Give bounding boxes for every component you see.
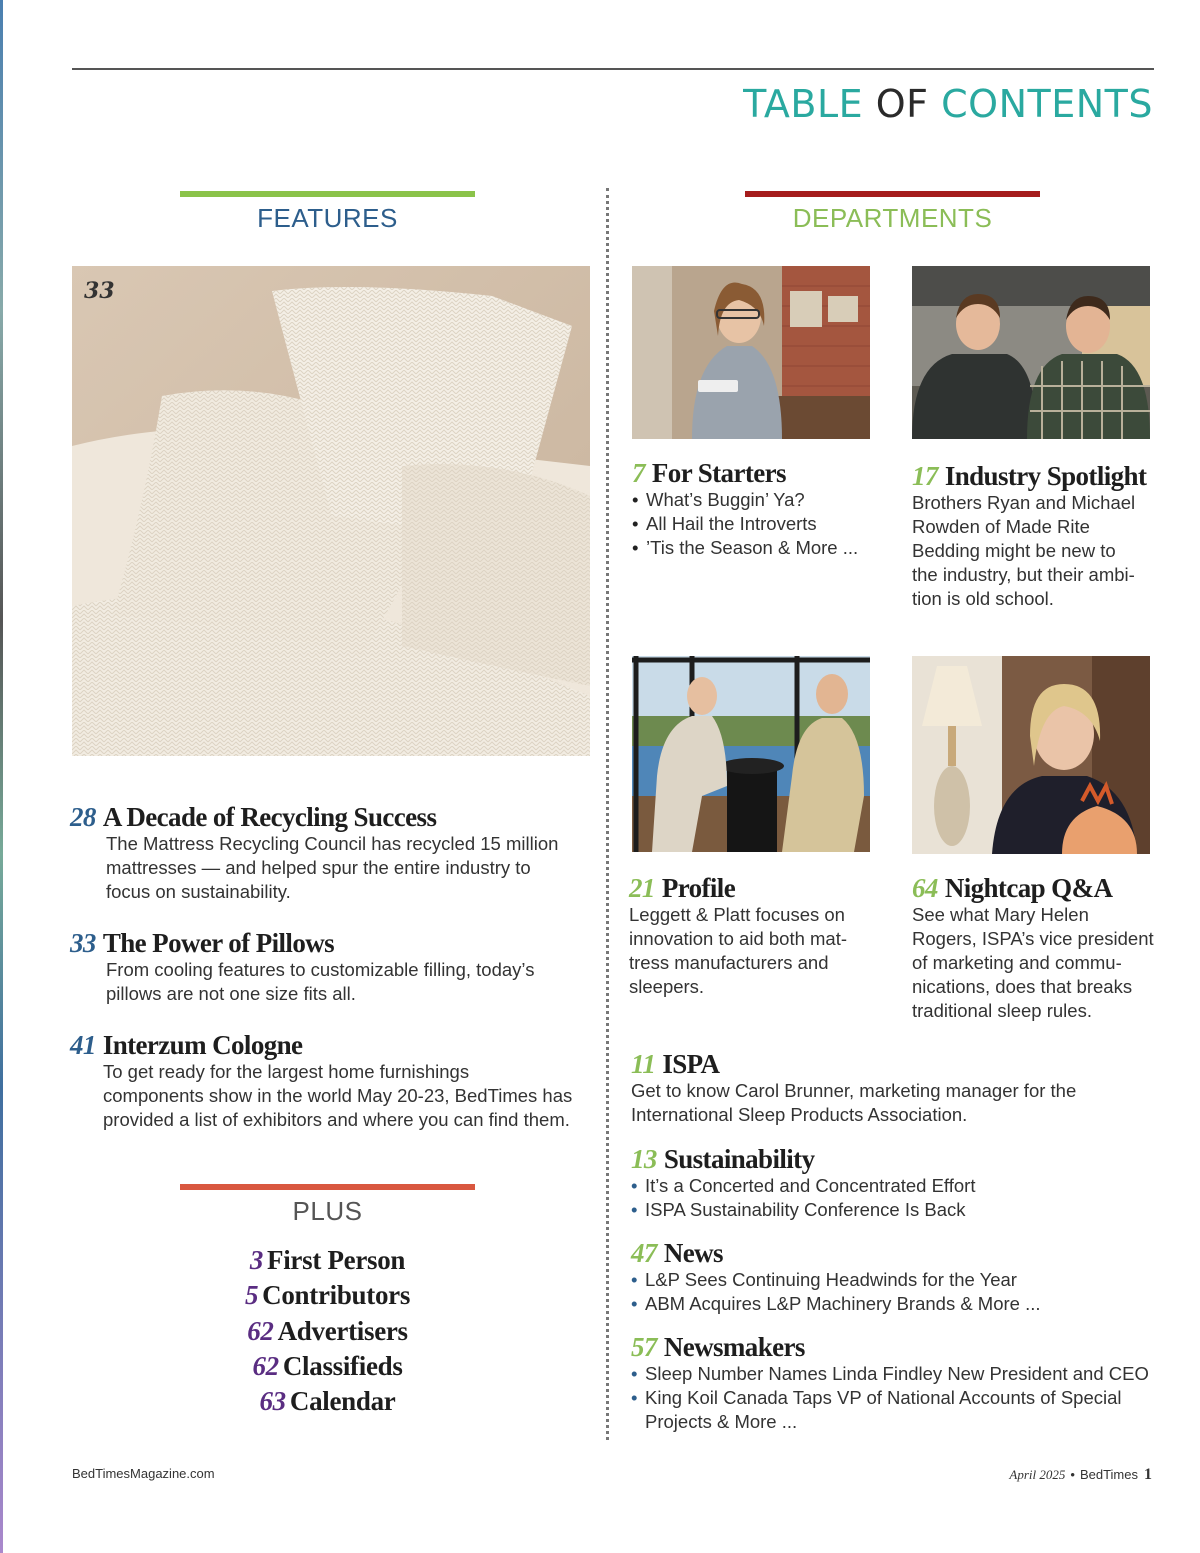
bullet-item: • ABM Acquires L&P Machinery Brands & More ...	[631, 1292, 1161, 1316]
feature-description-line: provided a list of exhibitors and where you can find them.	[103, 1109, 570, 1130]
dept-bullet-list	[632, 488, 882, 560]
dept-description-line: Bedding might be new to	[912, 540, 1116, 561]
bullet-item: • L&P Sees Continuing Headwinds for the Year	[631, 1268, 1161, 1292]
plus-list	[180, 1243, 475, 1419]
dept-description-line: sleepers.	[629, 976, 705, 997]
dept-description-line: Rowden of Made Rite	[912, 516, 1090, 537]
page-edge-strip	[0, 0, 3, 1553]
dept-page-number: 11	[631, 1049, 656, 1079]
dept-description-line: Rogers, ISPA’s vice president	[912, 928, 1154, 949]
bullet-item-line: Projects & More ...	[645, 1411, 798, 1432]
features-accent-bar	[180, 191, 475, 197]
feature-item[interactable]	[70, 928, 600, 1006]
dept-description-line: traditional sleep rules.	[912, 1000, 1092, 1021]
dept-industry-spotlight[interactable]	[912, 461, 1162, 611]
plus-page-number: 5	[244, 1280, 259, 1311]
dept-title	[631, 1144, 1161, 1174]
feature-title	[70, 802, 600, 832]
bullet-item: • What’s Buggin’ Ya?	[632, 488, 882, 512]
column-divider	[606, 188, 609, 1440]
plus-page-number: 63	[259, 1386, 286, 1417]
bullet-item: • It’s a Concerted and Concentrated Effort	[631, 1174, 1161, 1198]
footer-date: April 2025	[1009, 1467, 1066, 1482]
dept-title-text: Industry Spotlight	[944, 461, 1147, 491]
dept-title-text: Profile	[661, 873, 736, 903]
dept-page-number: 57	[631, 1332, 657, 1362]
bullet-item: • All Hail the Introverts	[632, 512, 882, 536]
dept-description-line: Brothers Ryan and Michael	[912, 492, 1136, 513]
dept-description-line: tress manufacturers and	[629, 952, 829, 973]
plus-page-number: 3	[249, 1245, 264, 1275]
dept-title-text: For Starters	[651, 458, 786, 488]
title-part-of: OF	[875, 82, 929, 126]
feature-description	[103, 1060, 600, 1132]
feature-description	[106, 958, 600, 1006]
dept-page-number: 13	[631, 1144, 657, 1174]
feature-description-line: components show in the world May 20-23, BedTimes has	[103, 1085, 573, 1106]
nightcap-photo	[912, 656, 1150, 854]
dept-title	[631, 1332, 1161, 1362]
dept-page-number: 7	[632, 458, 645, 488]
photo-page-number: 33	[84, 278, 115, 304]
plus-label: Advertisers	[277, 1315, 408, 1346]
footer-separator: •	[1070, 1467, 1075, 1482]
dept-bullet-list	[631, 1268, 1161, 1316]
bullet-item-line: King Koil Canada Taps VP of National Accounts of Special	[645, 1387, 1122, 1408]
plus-item[interactable]	[180, 1384, 475, 1419]
feature-description-line: The Mattress Recycling Council has recycled 15 million	[106, 833, 559, 854]
dept-title	[912, 873, 1172, 903]
dept-page-number: 17	[912, 461, 938, 491]
dept-title-text: Sustainability	[663, 1144, 815, 1174]
plus-item[interactable]	[180, 1278, 475, 1313]
feature-page-number: 41	[70, 1030, 96, 1060]
dept-page-number: 21	[629, 873, 655, 903]
feature-description-line: focus on sustainability.	[106, 881, 291, 902]
dept-description	[912, 491, 1162, 611]
dept-newsmakers[interactable]	[631, 1332, 1161, 1434]
dept-description-line: nications, does that breaks	[912, 976, 1133, 997]
plus-accent-bar	[180, 1184, 475, 1190]
feature-title	[70, 928, 600, 958]
dept-bullet-list	[631, 1174, 1161, 1222]
feature-title	[70, 1030, 600, 1060]
feature-item[interactable]	[70, 1030, 600, 1132]
feature-title-text: Interzum Cologne	[102, 1030, 303, 1060]
dept-title-text: Newsmakers	[663, 1332, 805, 1362]
dept-profile[interactable]	[629, 873, 889, 999]
industry-spotlight-photo	[912, 266, 1150, 439]
plus-label: Contributors	[262, 1280, 411, 1311]
feature-description-line: pillows are not one size fits all.	[106, 983, 356, 1004]
dept-title-text: News	[663, 1238, 723, 1268]
plus-item[interactable]	[180, 1349, 475, 1384]
dept-description	[631, 1079, 1161, 1127]
dept-description-line: innovation to aid both mat-	[629, 928, 848, 949]
bullet-item	[631, 1386, 1161, 1434]
dept-title-text: Nightcap Q&A	[944, 873, 1113, 903]
dept-bullet-list	[631, 1362, 1161, 1434]
feature-description-line: To get ready for the largest home furnishings	[103, 1061, 470, 1082]
feature-page-number: 33	[70, 928, 96, 958]
pillows-photo	[72, 266, 590, 756]
feature-description-line: mattresses — and helped spur the entire industry to	[106, 857, 531, 878]
plus-label: First Person	[267, 1245, 406, 1275]
dept-description	[629, 903, 889, 999]
top-rule	[72, 68, 1154, 70]
feature-title-text: The Power of Pillows	[102, 928, 335, 958]
plus-item[interactable]	[180, 1243, 475, 1278]
dept-description-line: See what Mary Helen	[912, 904, 1089, 925]
dept-news[interactable]	[631, 1238, 1161, 1316]
plus-label: Calendar	[289, 1386, 396, 1417]
dept-sustainability[interactable]	[631, 1144, 1161, 1222]
feature-title-text: A Decade of Recycling Success	[102, 802, 437, 832]
departments-accent-bar	[745, 191, 1040, 197]
footer-magazine: BedTimes	[1079, 1467, 1138, 1482]
plus-label: Classifieds	[282, 1350, 403, 1381]
title-part-table: TABLE	[743, 82, 864, 126]
dept-description-line: tion is old school.	[912, 588, 1054, 609]
dept-ispa[interactable]	[631, 1049, 1161, 1127]
dept-for-starters[interactable]	[632, 458, 882, 560]
dept-title	[632, 458, 882, 488]
bullet-item: • Sleep Number Names Linda Findley New President and CEO	[631, 1362, 1161, 1386]
profile-photo	[632, 656, 870, 852]
dept-nightcap[interactable]	[912, 873, 1172, 1023]
dept-page-number: 47	[631, 1238, 657, 1268]
plus-page-number: 62	[247, 1315, 274, 1346]
dept-title	[912, 461, 1162, 491]
bullet-item: • ’Tis the Season & More ...	[632, 536, 882, 560]
feature-item[interactable]	[70, 802, 600, 904]
feature-description-line: From cooling features to customizable filling, today’s	[106, 959, 535, 980]
bullet-item: • ISPA Sustainability Conference Is Back	[631, 1198, 1161, 1222]
feature-description	[106, 832, 600, 904]
footer-website[interactable]: BedTimesMagazine.com	[72, 1466, 215, 1481]
dept-page-number: 64	[912, 873, 938, 903]
page-title	[743, 82, 1153, 126]
dept-description-line: the industry, but their ambi-	[912, 564, 1135, 585]
departments-heading: DEPARTMENTS	[792, 203, 993, 233]
dept-title-text: ISPA	[662, 1049, 720, 1079]
dept-description	[912, 903, 1172, 1023]
for-starters-photo	[632, 266, 870, 439]
features-heading: FEATURES	[257, 203, 398, 233]
feature-page-number: 28	[70, 802, 96, 832]
dept-description-line: International Sleep Products Association.	[631, 1104, 968, 1125]
dept-title	[631, 1049, 1161, 1079]
dept-description-line: Leggett & Platt focuses on	[629, 904, 845, 925]
plus-item[interactable]	[180, 1314, 475, 1349]
footer-page-number: 1	[1144, 1466, 1152, 1483]
plus-page-number: 62	[252, 1350, 279, 1381]
dept-description-line: Get to know Carol Brunner, marketing manager for the	[631, 1080, 1077, 1101]
dept-title	[629, 873, 889, 903]
dept-description-line: of marketing and commu-	[912, 952, 1122, 973]
plus-heading: PLUS	[292, 1196, 363, 1226]
footer-folio	[1009, 1466, 1152, 1484]
dept-title	[631, 1238, 1161, 1268]
title-part-contents: CONTENTS	[941, 82, 1153, 126]
